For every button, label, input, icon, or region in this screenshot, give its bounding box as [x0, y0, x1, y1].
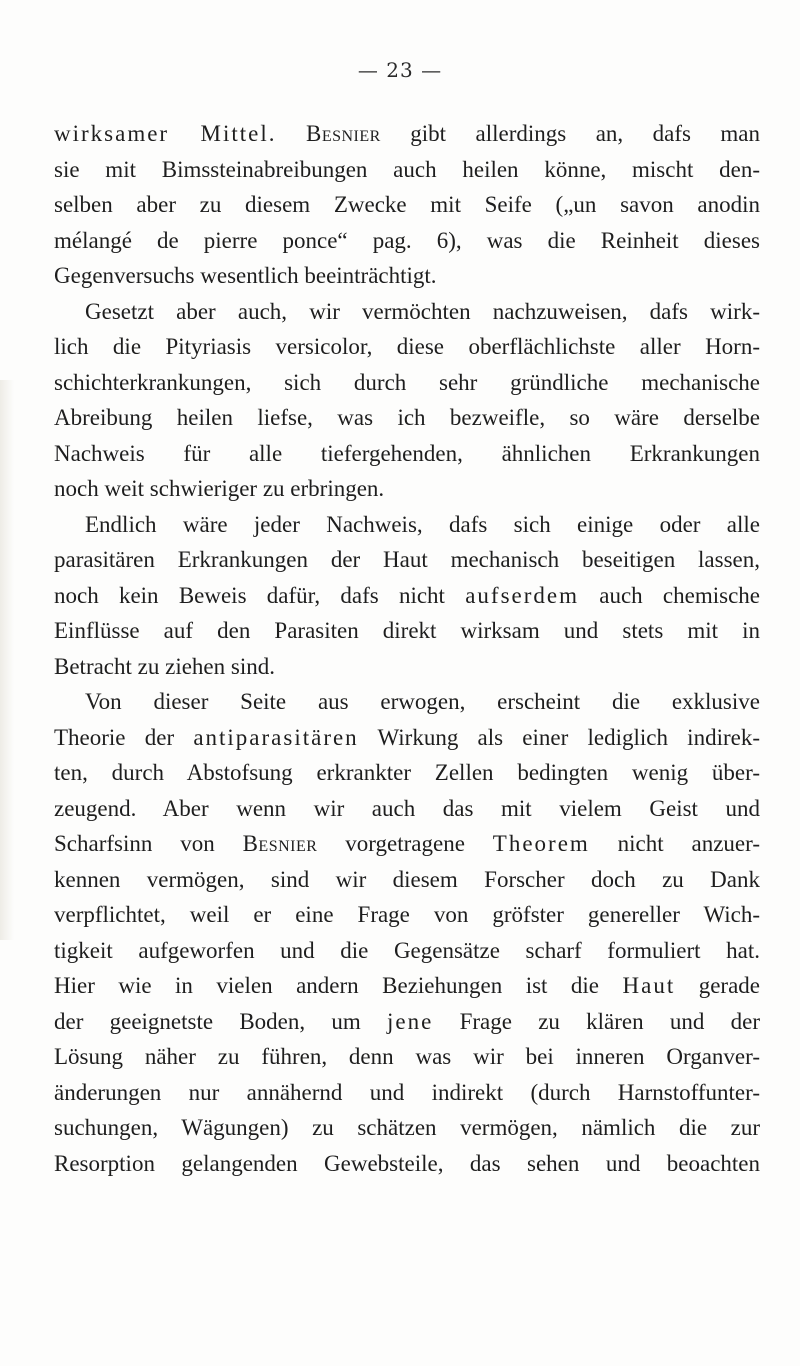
line-text: tigkeit aufgeworfen und die Gegensätze scharf formuliert hat. [54, 937, 760, 963]
text-line [54, 258, 760, 294]
text-line [54, 1075, 760, 1111]
text-line [54, 897, 760, 933]
line-text: gerade [675, 973, 760, 998]
line-text: auch chemische [579, 582, 760, 608]
line-text: nicht anzuer- [589, 831, 760, 856]
text-line [54, 578, 760, 614]
line-text: zeugend. Aber wenn wir auch das mit vielem Geist und [54, 795, 760, 821]
text-line [54, 862, 760, 898]
text-line [54, 791, 760, 827]
text-line [54, 542, 760, 578]
text-line [54, 436, 760, 472]
emphasis-text: wirksamer Mittel. [54, 121, 277, 146]
text-line [54, 152, 760, 188]
line-text: kennen vermögen, sind wir diesem Forscher doch zu Dank [54, 866, 760, 892]
text-line [54, 223, 760, 259]
emphasis-text: Theorem [492, 831, 590, 856]
line-text: schichterkrankungen, sich durch sehr gründliche mechanische [54, 369, 760, 395]
text-line [54, 400, 760, 436]
text-line [54, 649, 760, 685]
text-line [54, 968, 760, 1004]
text-line [54, 933, 760, 969]
line-text: der geeignetste Boden, um [54, 1008, 388, 1034]
text-line [54, 294, 760, 330]
line-text: Lösung näher zu führen, denn was wir bei inneren Organver- [54, 1044, 760, 1069]
emphasis-text: Haut [622, 973, 676, 998]
line-text: noch weit schwieriger zu erbringen. [54, 476, 385, 501]
line-text: ten, durch Abstofsung erkrankter Zellen bedingten wenig über- [54, 760, 760, 785]
line-text: änderungen nur annähernd und indirekt (durch Harnstoffunter- [54, 1079, 760, 1105]
text-line [54, 1004, 760, 1040]
page-edge-shadow [0, 380, 14, 940]
line-text: Betracht zu ziehen sind. [54, 653, 275, 679]
line-text: Von dieser Seite aus erwogen, erscheint die exklusive [85, 689, 760, 714]
line-text: Theorie der [54, 724, 194, 750]
emphasis-text: antiparasitären [193, 724, 359, 750]
line-text: vorgetragene [317, 831, 493, 856]
line-text [277, 121, 306, 146]
line-text: Nachweis für alle tiefergehenden, ähnlichen Erkrankungen [54, 440, 760, 466]
text-line [54, 1039, 760, 1075]
body-text [54, 116, 760, 1181]
line-text: Frage zu klären und der [433, 1008, 760, 1034]
line-text: mélangé de pierre ponce“ pag. 6), was die Reinheit dieses [54, 227, 760, 253]
line-text: verpflichtet, weil er eine Frage von gröfster genereller Wich- [54, 902, 760, 927]
text-line [54, 365, 760, 401]
text-line [54, 684, 760, 720]
text-line [54, 1146, 760, 1182]
line-text: noch kein Beweis dafür, dafs nicht [54, 582, 466, 608]
text-line [54, 329, 760, 365]
line-text: Endlich wäre jeder Nachweis, dafs sich einige oder alle [85, 511, 760, 537]
emphasis-text: aufserdem [465, 582, 579, 608]
emphasis-text: jene [387, 1008, 434, 1034]
line-text: gibt allerdings an, dafs man [380, 121, 761, 146]
text-line [54, 613, 760, 649]
line-text: suchungen, Wägungen) zu schätzen vermögen, nämlich die zur [54, 1115, 760, 1140]
page-number: — 23 — [357, 58, 443, 82]
line-text: Resorption gelangenden Gewebsteile, das sehen und beoachten [54, 1150, 760, 1176]
line-text: Einflüsse auf den Parasiten direkt wirksam und stets mit in [54, 618, 760, 643]
text-line [54, 187, 760, 223]
text-line [54, 755, 760, 791]
line-text: lich die Pityriasis versicolor, diese oberflächlichste aller Horn- [54, 334, 760, 359]
line-text: Scharfsinn von [54, 831, 243, 856]
line-text: Wirkung als einer lediglich indirek- [358, 724, 760, 750]
line-text: Hier wie in vielen andern Beziehungen ist die [54, 973, 623, 998]
text-line [54, 116, 760, 152]
line-text: sie mit Bimssteinabreibungen auch heilen könne, mischt den- [54, 156, 760, 182]
text-line [54, 826, 760, 862]
line-text: parasitären Erkrankungen der Haut mechanisch beseitigen lassen, [54, 547, 760, 572]
line-text: Gesetzt aber auch, wir vermöchten nachzuweisen, dafs wirk- [85, 298, 760, 324]
line-text: Abreibung heilen liefse, was ich bezweifle, so wäre derselbe [54, 405, 760, 430]
emphasis-text: Besnier [242, 831, 318, 856]
line-text: selben aber zu diesem Zwecke mit Seife („un savon anodin [54, 192, 760, 217]
line-text: Gegenversuchs wesentlich beeinträchtigt. [54, 263, 437, 288]
text-line [54, 1110, 760, 1146]
text-line [54, 507, 760, 543]
text-line [54, 720, 760, 756]
text-line [54, 471, 760, 507]
emphasis-text: Besnier [305, 121, 381, 146]
